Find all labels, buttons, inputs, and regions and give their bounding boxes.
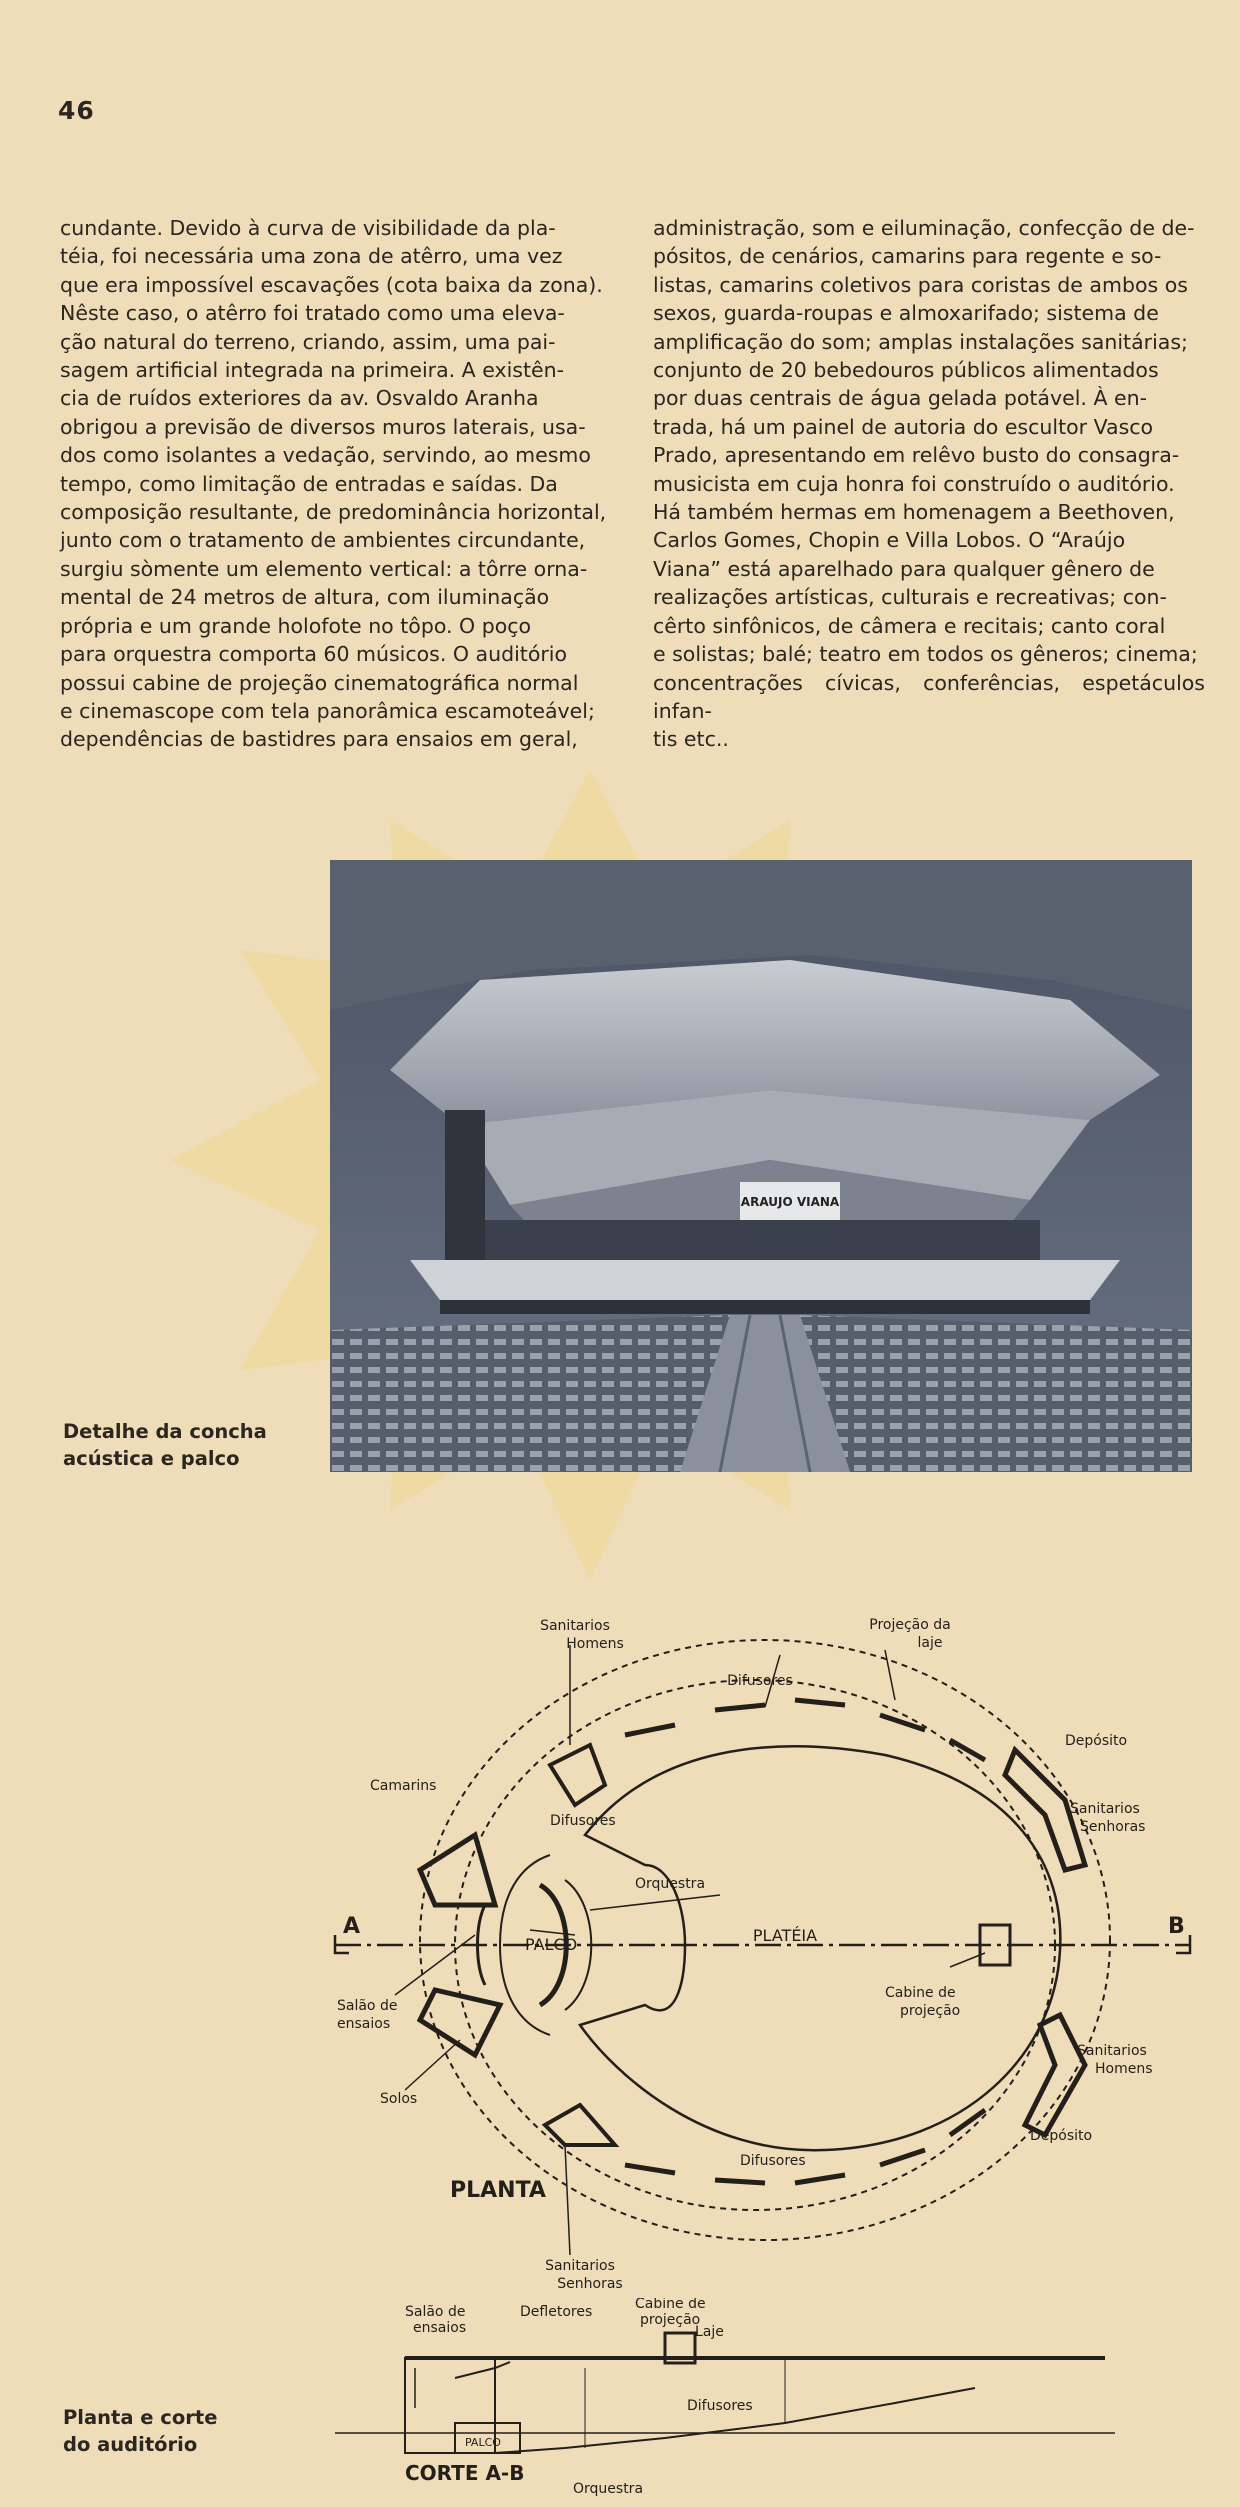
section-label-defletores: Defletores [520,2304,593,2320]
section-label-cabine: projeção [640,2312,701,2328]
label-palco: PALCO [525,1935,578,1954]
text-line: tis etc.. [653,727,729,752]
text-line: Nêste caso, o atêrro foi tratado como uma eleva- [60,301,565,326]
photo-caption [63,1418,267,1472]
label-sanitarios-homens: Homens [566,1636,624,1652]
text-line: por duas centrais de água gelada potável. À en- [653,386,1147,411]
label-salao-ensaios: ensaios [337,2016,391,2032]
section-label-salao: ensaios [413,2320,467,2336]
section-label-laje: Laje [695,2324,724,2340]
section-label-difusores: Difusores [687,2398,753,2414]
text-line: téia, foi necessária uma zona de atêrro, uma vez [60,244,563,269]
label-salao-ensaios: Salão de [337,1998,398,2014]
text-line: conjunto de 20 bebedouros públicos alimentados [653,358,1159,383]
label-orquestra: Orquestra [635,1876,706,1892]
label-projecao-laje: laje [917,1635,943,1651]
drawing-caption [63,2404,217,2458]
label-section-a: A [343,1914,361,1939]
label-difusores-bottom: Difusores [740,2153,806,2169]
caption-line: acústica e palco [63,1447,240,1470]
page-number: 46 [58,96,95,125]
text-line: possui cabine de projeção cinematográfica normal [60,670,579,695]
text-line: Há também hermas em homenagem a Beethoven, [653,500,1175,525]
caption-line: Planta e corte [63,2406,218,2429]
text-line: dependências de bastidres para ensaios em geral, [60,727,578,752]
label-difusores-top: Difusores [727,1673,793,1689]
label-sanitarios-senhoras: Senhoras [1080,1819,1146,1835]
text-line: Carlos Gomes, Chopin e Villa Lobos. O “Araújo [653,528,1126,553]
label-cabine-projecao: Cabine de [885,1985,956,2001]
label-deposito-top: Depósito [1065,1733,1128,1749]
label-sanitarios-homens: Sanitarios [540,1618,610,1634]
text-line: obrigou a previsão de diversos muros laterais, usa- [60,414,586,439]
text-line: cêrto sinfônicos, de câmera e recitais; canto coral [653,613,1166,638]
stage-banner-text: ARAUJO VIANA [740,1195,840,1209]
text-line: mental de 24 metros de altura, com iluminação [60,585,550,610]
text-line: cundante. Devido à curva de visibilidade da pla- [60,216,556,240]
label-solos: Solos [380,2091,418,2107]
text-line: cia de ruídos exteriores da av. Osvaldo Aranha [60,386,539,411]
text-line: que era impossível escavações (cota baixa da zona). [60,272,603,297]
text-line: tempo, como limitação de entradas e saídas. Da [60,471,558,496]
text-line: dos como isolantes a vedação, servindo, ao mesmo [60,443,591,468]
text-line: composição resultante, de predominância horizontal, [60,500,607,525]
text-column-left [60,214,610,754]
text-line: ção natural do terreno, criando, assim, uma pai- [60,329,556,354]
text-line: e solistas; balé; teatro em todos os gêneros; cinema; [653,642,1198,667]
label-sanitarios-homens-right: Sanitarios [1077,2043,1147,2059]
text-line: Viana” está aparelhado para qualquer gênero de [653,556,1155,581]
label-section-b: B [1168,1914,1185,1939]
text-line: trada, há um painel de autoria do escultor Vasco [653,414,1154,439]
text-line: concentrações cívicas, conferências, espetáculos infan- [653,670,1205,723]
label-sanitarios-senhoras: Sanitarios [1070,1801,1140,1817]
text-line: sagem artificial integrada na primeira. A existên- [60,358,565,383]
text-line: administração, som e eiluminação, confecção de de- [653,216,1195,240]
text-line: para orquestra comporta 60 músicos. O auditório [60,642,568,667]
label-plateia: PLATÉIA [752,1926,818,1945]
text-line: pósitos, de cenários, camarins para regente e so- [653,244,1162,269]
text-line: sexos, guarda-roupas e almoxarifado; sistema de [653,301,1159,326]
section-label-palco: PALCO [465,2436,501,2449]
floor-plan-drawing [325,1605,1205,2295]
text-line: e cinemascope com tela panorâmica escamoteável; [60,698,595,723]
label-projecao-laje: Projeção da [869,1617,951,1633]
text-line: surgiu sòmente um elemento vertical: a tôrre orna- [60,556,588,581]
text-line: listas, camarins coletivos para coristas de ambos os [653,272,1188,297]
text-line: junto com o tratamento de ambientes circundante, [60,528,586,553]
label-sanitarios-senhoras-bottom: Senhoras [557,2276,623,2292]
section-label-cabine: Cabine de [635,2298,706,2312]
section-label-orquestra: Orquestra [573,2481,644,2497]
caption-line: Detalhe da concha [63,1420,267,1443]
text-column-right [653,214,1205,754]
text-line: musicista em cuja honra foi construído o auditório. [653,471,1175,496]
text-line: própria e um grande holofote no tôpo. O poço [60,613,532,638]
text-line: realizações artísticas, culturais e recreativas; con- [653,585,1167,610]
label-sanitarios-homens-right: Homens [1095,2061,1153,2077]
label-difusores-mid: Difusores [550,1813,616,1829]
section-drawing [335,2298,1135,2498]
label-deposito-bottom: Depósito [1030,2128,1093,2144]
label-planta: PLANTA [450,2178,546,2203]
stage-photo [330,860,1192,1472]
text-line: amplificação do som; amplas instalações sanitárias; [653,329,1188,354]
section-label-salao: Salão de [405,2304,466,2320]
label-camarins: Camarins [370,1778,437,1794]
caption-line: do auditório [63,2433,198,2456]
section-title: CORTE A-B [405,2461,525,2485]
label-sanitarios-senhoras-bottom: Sanitarios [545,2258,615,2274]
text-line: Prado, apresentando em relêvo busto do consagra- [653,443,1180,468]
label-cabine-projecao: projeção [900,2003,961,2019]
